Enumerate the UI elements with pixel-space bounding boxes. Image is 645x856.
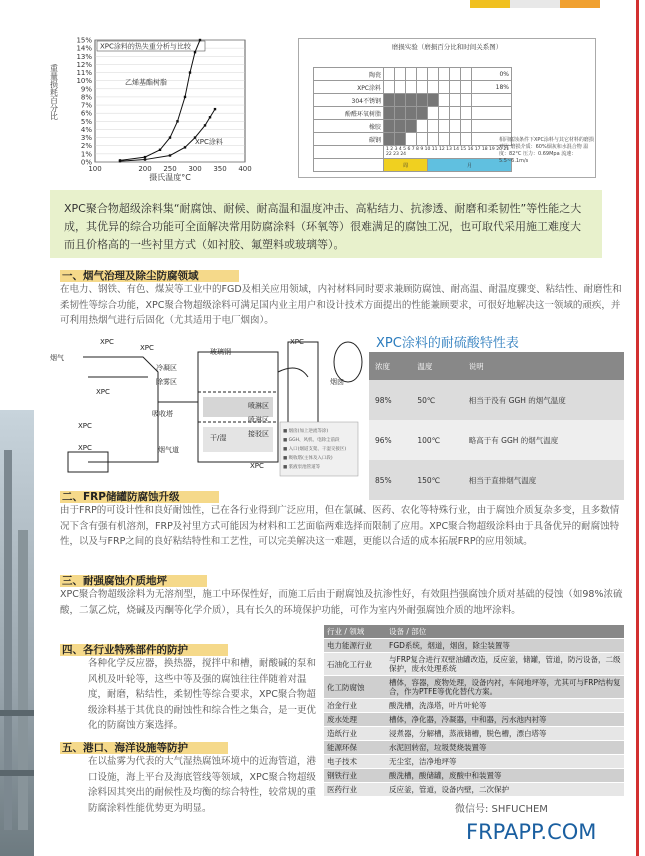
chart-point (144, 156, 146, 158)
industry-cell: 化工防腐蚀 (324, 676, 386, 699)
wear-cell (417, 81, 428, 94)
diagram-legend-item: ■ 烟囱(加上逆流等涂) (283, 429, 329, 434)
section5-body: 在以盐雾为代表的大气湿热腐蚀环境中的近海管道，港口设施，海上平台及海底管线等领域，XPC聚合物超级涂料因其突出的耐候性及均衡的综合特性，较常规的重防腐涂料性能优势更为明显。 (88, 756, 317, 814)
wear-row (314, 68, 512, 81)
chart-y-tick: 2% (80, 142, 92, 151)
wear-cell (417, 107, 428, 120)
wear-cell (439, 120, 450, 133)
wechat-watermark: 微信号: SHFUCHEM (455, 804, 548, 815)
chart-series-label: XPC涂料 (195, 138, 223, 147)
section2-body: 由于FRP的可设计性和良好耐蚀性，已在各行业得到广泛应用，但在氯碱、医药、农化等特殊行业，由于腐蚀介质复杂多变，且多数情况下含有强有机溶剂，FRP及衬里方式可能因为材料和工艺面临两难选择而限制了应用。XPC聚合物超级涂料由于具备优异的耐腐蚀特性，以及与FRP之间的良好粘结特性和工艺性，可以完美解决这一难题，更能以合适的成本拓展FRP的应用领域。 (60, 505, 620, 547)
wear-row-pct (472, 120, 512, 133)
wear-cell (450, 81, 461, 94)
wear-cell (406, 81, 417, 94)
wear-cell (439, 94, 450, 107)
acid-cell: 98% (369, 380, 411, 420)
acid-header-cell: 说明 (463, 352, 624, 380)
diagram-label: 吸收塔 (152, 410, 173, 418)
chart-y-tick: 14% (76, 44, 92, 53)
industry-header-cell: 设备 / 部位 (386, 625, 624, 639)
wear-cell (439, 133, 450, 146)
wear-row-pct (472, 107, 512, 120)
wear-cell (439, 68, 450, 81)
industry-header-row (324, 625, 624, 639)
chart-y-tick: 3% (80, 134, 92, 143)
section1-heading: 一、烟气治理及除尘防腐领域 (60, 268, 239, 283)
wear-axis-row (314, 146, 512, 159)
acid-cell: 相当于没有 GGH 的烟气温度 (463, 380, 624, 420)
chart-x-tick: 250 (163, 165, 177, 173)
industry-row (324, 727, 624, 741)
section4-heading: 四、各行业特殊部件的防护 (60, 642, 228, 657)
diagram-label: 烟气道 (158, 446, 179, 454)
wear-cell (406, 68, 417, 81)
chart-x-tick: 200 (138, 165, 152, 173)
chart-point (184, 146, 186, 148)
industry-cell: 酸洗槽，洗涤塔，叶片叶轮等 (386, 699, 624, 713)
intro-band: XPC聚合物超级涂料集“耐腐蚀、耐候、耐高温和温度冲击、高粘结力、抗渗透、耐磨和柔韧性”等性能之大成，其优异的综合功能可全面解决常用防腐涂料（环氧等）很难满足的腐蚀工况，也可取代采用施工难度大而且价格高的一些衬里方式（如衬胶、氟塑料或玻璃等）。 (50, 190, 602, 258)
diagram-legend-item: ■ 吸收塔(主体及入口段) (283, 456, 333, 461)
wear-cell (450, 68, 461, 81)
wear-test-table (313, 67, 512, 172)
diagram-label: 干/湿 (210, 434, 227, 442)
wear-cell (384, 94, 395, 107)
wear-row-label: 橡胶 (314, 120, 384, 133)
wear-cell (417, 120, 428, 133)
wear-cell (428, 120, 439, 133)
chart-y-tick: 13% (76, 52, 92, 61)
diagram-label: XPC (100, 338, 114, 346)
industry-cell: 医药行业 (324, 783, 386, 797)
wear-cell (450, 94, 461, 107)
wear-unit-week: 周 (384, 159, 428, 172)
chart-y-tick: 0% (80, 158, 92, 167)
industry-cell: 电子技术 (324, 755, 386, 769)
chart-point (194, 51, 196, 53)
section4-body: 各种化学反应器，换热器，搅拌中和槽，耐酸碱的泵和风机及叶轮等，这些中等及强的腐蚀往往伴随着对温度，耐磨，粘结性，柔韧性等综合要求，XPC聚合物超级涂料基于其优良的耐蚀性和综合性之集合，是一更优化的防腐蚀方案选择。 (88, 658, 317, 731)
chart-point (214, 108, 216, 110)
industry-cell: 石油化工行业 (324, 653, 386, 676)
diagram-legend-item: ■ GGH、风机、电除尘前段 (283, 438, 340, 443)
industry-cell: FGD系统，烟道，烟囱，除尘装置等 (386, 639, 624, 653)
industry-cell: 槽体，净化器，冷凝器，中和器，污水池内衬等 (386, 713, 624, 727)
wear-cell (395, 107, 406, 120)
chart-x-tick: 100 (88, 165, 102, 173)
chart-series-label: 乙烯基酯树脂 (125, 78, 167, 87)
wear-cell (406, 133, 417, 146)
chart-point (144, 158, 146, 160)
wear-axis: 1 2 3 4 5 6 7 8 9 10 11 12 13 14 15 16 17 18 19 20 21 22 23 24 (386, 147, 510, 157)
diagram-label: XPC (78, 444, 92, 452)
diagram-label: 除雾区 (156, 378, 177, 386)
industry-row (324, 699, 624, 713)
acid-table-title: XPC涂料的耐硫酸特性表 (376, 336, 519, 351)
thermal-loss-chart (40, 32, 255, 182)
industry-cell: 与FRP复合进行双壁油罐改造，反应釜，储罐，管道，防污设备，二级保护，废水处理系统 (386, 653, 624, 676)
site-link[interactable]: FRPAPP.COM (466, 820, 597, 844)
wear-cell (428, 94, 439, 107)
acid-header-row (369, 352, 624, 380)
industry-row (324, 769, 624, 783)
chart-y-tick: 15% (76, 36, 92, 45)
wear-row-label: 304不锈钢 (314, 94, 384, 107)
acid-cell: 相当于直排烟气温度 (463, 460, 624, 500)
wear-cell (395, 81, 406, 94)
chart-point (204, 124, 206, 126)
wear-test-note: 相同腐蚀条件下XPC涂料与其它材料的磨损对比 磨损介质：60%烟灰和水混合物 温度：82°C 压力：0.69Mpa 流速：5.5~6.1m/s (499, 137, 594, 164)
wear-cell (428, 107, 439, 120)
diagram-label: 烟气 (50, 354, 64, 362)
diagram-label: XPC (290, 338, 304, 346)
wear-cell (461, 133, 472, 146)
wear-cell (439, 107, 450, 120)
diagram-label: 喷淋区 (248, 416, 269, 424)
chart-y-tick: 8% (80, 93, 92, 102)
chart-point (176, 120, 178, 122)
chart-y-label: 重量损耗百分比 (49, 64, 59, 120)
industry-row (324, 741, 624, 755)
fgd-diagram (48, 332, 366, 480)
industry-header-cell: 行业 / 领域 (324, 625, 386, 639)
wear-row (314, 120, 512, 133)
industry-cell: 废水处理 (324, 713, 386, 727)
industry-cell: 浸煮器，分解槽，蒸液储槽，脱色槽，漂白塔等 (386, 727, 624, 741)
wear-cell (450, 133, 461, 146)
acid-resistance-table (369, 352, 624, 500)
diagram-label: 烟囱 (330, 378, 344, 386)
wear-cell (395, 120, 406, 133)
wear-cell (439, 81, 450, 94)
wear-row (314, 133, 512, 146)
diagram-label: XPC (140, 344, 154, 352)
acid-header-cell: 浓度 (369, 352, 411, 380)
wear-cell (406, 120, 417, 133)
industry-row (324, 639, 624, 653)
wear-row-pct: 18% (472, 81, 512, 94)
section1-body: 在电力、钢铁、有色、煤炭等工业中的FGD及相关应用领域，内衬材料同时要求兼顾防腐蚀、耐高温、耐温度骤变、粘结性、耐磨性和柔韧性等综合功能，XPC聚合物超级涂料可满足国内业主用户和设计技术方面提出的性能兼顾要求，可很好地解决这一领域的顽疾，并可利用热烟气进行后固化（尤其适用于电厂烟囱）。 (60, 284, 622, 326)
chart-y-tick: 1% (80, 150, 92, 159)
wear-test-panel (298, 38, 596, 178)
industry-cell: 反应釜，管道，设备内壁，二次保护 (386, 783, 624, 797)
industry-table (324, 625, 624, 797)
wear-cell (384, 81, 395, 94)
wear-cell (395, 68, 406, 81)
chart-y-tick: 4% (80, 125, 92, 134)
acid-row (369, 420, 624, 460)
chart-point (209, 116, 211, 118)
wear-cell (417, 133, 428, 146)
wear-cell (395, 94, 406, 107)
industry-row (324, 653, 624, 676)
chart-point (189, 71, 191, 73)
wear-cell (428, 133, 439, 146)
industry-cell: 酸洗槽，酸储罐，废酸中和装置等 (386, 769, 624, 783)
chart-point (199, 39, 201, 41)
wear-cell (384, 68, 395, 81)
diagram-label: 喷淋区 (248, 402, 269, 410)
acid-row (369, 460, 624, 500)
diagram-label: 接驳区 (248, 430, 269, 438)
wear-row-pct: 0% (472, 68, 512, 81)
chart-x-tick: 400 (238, 165, 252, 173)
industry-row (324, 755, 624, 769)
industry-cell: 电力能源行业 (324, 639, 386, 653)
wear-cell (406, 94, 417, 107)
wear-cell (450, 120, 461, 133)
wear-cell (461, 107, 472, 120)
diagram-label: XPC (78, 422, 92, 430)
wear-row (314, 94, 512, 107)
industry-cell: 冶金行业 (324, 699, 386, 713)
top-color-bar (470, 0, 645, 8)
section5-heading: 五、港口、海洋设施等防护 (60, 740, 228, 755)
acid-cell: 略高于有 GGH 的烟气温度 (463, 420, 624, 460)
wear-cell (428, 81, 439, 94)
chart-y-tick: 9% (80, 85, 92, 94)
wear-cell (461, 68, 472, 81)
diagram-legend-item: ■ 浆液泵池管道等 (283, 465, 321, 470)
wear-row-label: 酚醛环氧树脂 (314, 107, 384, 120)
chart-y-tick: 6% (80, 109, 92, 118)
wear-cell (417, 68, 428, 81)
chart-point (159, 149, 161, 151)
section2-heading: 二、FRP储罐防腐蚀升级 (60, 489, 219, 504)
industry-cell: 水泥回转窑，垃圾焚烧装置等 (386, 741, 624, 755)
industry-row (324, 713, 624, 727)
wear-cell (406, 107, 417, 120)
wear-unit-month: 月 (428, 159, 512, 172)
acid-header-cell: 温度 (411, 352, 462, 380)
wear-cell (461, 81, 472, 94)
chart-y-tick: 5% (80, 117, 92, 126)
chart-y-tick: 10% (76, 77, 92, 86)
diagram-label: 玻璃钢 (210, 348, 231, 356)
wear-row (314, 81, 512, 94)
wear-row-pct (472, 94, 512, 107)
wear-cell (450, 107, 461, 120)
wear-cell (417, 94, 428, 107)
industry-cell: 无尘室，洁净地坪等 (386, 755, 624, 769)
wear-cell (384, 107, 395, 120)
chart-y-tick: 7% (80, 101, 92, 110)
chart-point (169, 154, 171, 156)
chart-title: XPC涂料的热失重分析与比较 (100, 42, 191, 51)
industry-row (324, 783, 624, 797)
chart-x-label: 摄氏温度°C (149, 173, 191, 182)
section3-heading: 三、耐强腐蚀介质地坪 (60, 573, 207, 588)
acid-cell: 96% (369, 420, 411, 460)
wear-cell (384, 133, 395, 146)
chart-y-tick: 12% (76, 60, 92, 69)
acid-cell: 100℃ (411, 420, 462, 460)
wear-test-title: 磨损实验（磨损百分比和时间关系图） (391, 43, 503, 51)
diagram-label: 冷凝区 (156, 364, 177, 372)
wear-cell (461, 120, 472, 133)
wear-cell (428, 68, 439, 81)
chart-point (184, 96, 186, 98)
wear-cell (461, 94, 472, 107)
industry-cell: 钢铁行业 (324, 769, 386, 783)
acid-cell: 150℃ (411, 460, 462, 500)
diagram-label: XPC (250, 462, 264, 470)
acid-cell: 50℃ (411, 380, 462, 420)
industry-cell: 能源环保 (324, 741, 386, 755)
chart-x-tick: 300 (188, 165, 202, 173)
wear-row-label: 陶瓷 (314, 68, 384, 81)
section3-body: XPC聚合物超级涂料为无溶剂型，施工中环保性好，而施工后由于耐腐蚀及抗渗性好，有效阻挡强腐蚀介质对基础的侵蚀（如98%浓硫酸，二氯乙烷，烧碱及丙酮等化学介质），具有长久的环境保护功能，可作为室内外耐强腐蚀介质的地坪涂料。 (60, 589, 623, 616)
chart-x-tick: 350 (213, 165, 227, 173)
chart-point (119, 160, 121, 162)
building-photo (0, 410, 34, 856)
wear-row (314, 107, 512, 120)
diagram-label: XPC (96, 388, 110, 396)
chart-point (169, 136, 171, 138)
industry-row (324, 676, 624, 699)
wear-cell (395, 133, 406, 146)
acid-row (369, 380, 624, 420)
right-edge-line (636, 0, 639, 856)
industry-cell: 槽体，容器，废物处理，设备内衬，车间地坪等，尤其可与FRP结构复合，作为PTFE等优化替代方案。 (386, 676, 624, 699)
acid-cell: 85% (369, 460, 411, 500)
diagram-legend-item: ■ 入口(烟道支架、干湿交接区) (283, 447, 347, 452)
wear-row-label: 碳钢 (314, 133, 384, 146)
wear-row-label: XPC涂料 (314, 81, 384, 94)
industry-cell: 造纸行业 (324, 727, 386, 741)
wear-cell (384, 120, 395, 133)
chart-y-tick: 11% (76, 69, 92, 78)
